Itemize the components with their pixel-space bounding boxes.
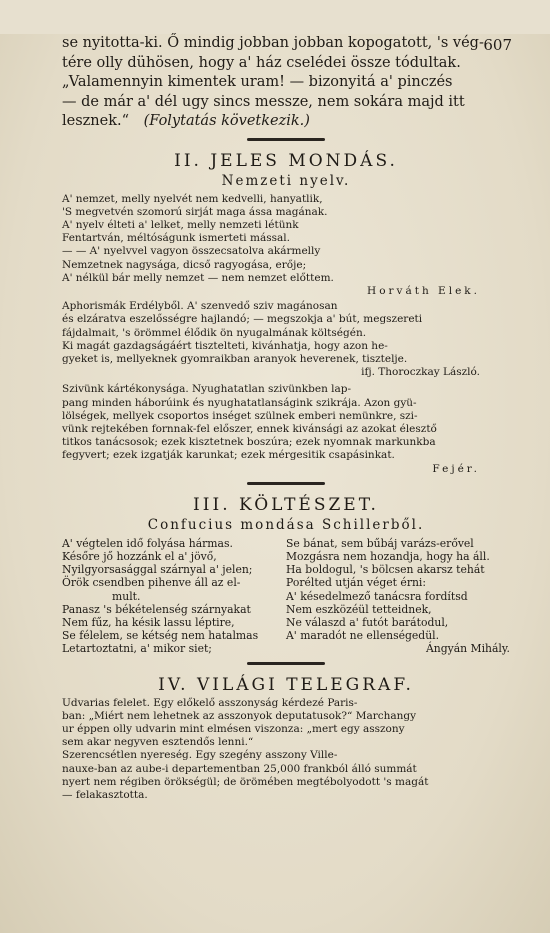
telegraf-block xyxy=(62,697,510,803)
intro-line: tére olly dühösen, hogy a' ház cselédei össze tódultak. xyxy=(62,54,461,71)
intro-paragraph xyxy=(62,34,510,132)
poem-right-line: Se bánat, sem bűbáj varázs-erővel xyxy=(286,536,474,550)
text-line: Szivünk kártékonysága. Nyughatatlan szivünkben lap- xyxy=(62,383,352,396)
poem-row xyxy=(62,590,510,603)
poem-row xyxy=(62,576,510,589)
poem-row xyxy=(62,629,510,642)
text-line: és elzáratva eszelősségre hajlandó; — megszokja a' bút, megszereti xyxy=(62,313,423,326)
text-line: Ki magát gazdagságáért tisztelteti, kivánhatja, hogy azon he- xyxy=(62,339,388,352)
poem-right-line: A' késedelmező tanácsra fordítsd xyxy=(286,589,468,603)
page-number: 607 xyxy=(483,36,512,54)
author-signature: Fejér. xyxy=(432,462,480,475)
poem-right-line: Nem eszközéül tetteidnek, xyxy=(286,602,432,616)
text-line: sem akar negyven esztendős lenni.“ xyxy=(62,736,254,749)
poem-author: Ángyán Mihály. xyxy=(425,642,510,656)
intro-line-last xyxy=(62,112,510,132)
text-line: Szerencsétlen nyereség. Egy szegény asszony Ville- xyxy=(62,749,338,762)
text-line: fájdalmait, 's örömmel élődik ön nyugalmának költségén. xyxy=(62,326,367,339)
text-line: lölségek, mellyek csoportos inséget szülnek emberi nemünkre, szi- xyxy=(62,409,418,422)
poem-row xyxy=(62,642,510,655)
section-subtitle: Confucius mondása Schillerből. xyxy=(147,516,425,533)
text-line: pang minden háborúink és nyughatatlanságink szikrája. Azon gyü- xyxy=(62,396,417,409)
intro-line: „Valamennyin kimentek uram! — bizonyitá a' pinczés xyxy=(62,74,453,90)
text-line: vünk rejtekében fornnak-fel előszer, ennek kivánsági az azokat élesztő xyxy=(62,422,437,435)
szivunk-block xyxy=(62,383,510,475)
text-line: ban: „Miért nem lehetnek az asszonyok deputatusok?“ Marchangy xyxy=(62,709,417,722)
text-line: Aphorismák Erdélyből. A' szenvedő sziv magánosan xyxy=(62,300,338,313)
intro-line: se nyitotta-ki. Ő mindig jobban jobban kopogatott, 's vég- xyxy=(62,35,484,51)
poem-left-line: Örök csendben pihenve áll az el- xyxy=(62,576,241,590)
poem-left-line: Nyilgyorsasággal szárnyal a' jelen; xyxy=(62,563,253,577)
intro-line: lesznek.“ xyxy=(62,113,130,129)
section-subtitle: Nemzeti nyelv. xyxy=(221,172,351,189)
section-divider xyxy=(247,662,325,665)
verse-line: 'S megvetvén szomorú sirját maga ássa magának. xyxy=(62,205,328,218)
poem-right-line: Porélted utján véget érni: xyxy=(286,576,427,590)
text-line: titkos tanácsosok; ezek kisztetnek boszúra; ezek nyomnak markunkba xyxy=(62,436,436,449)
poem-left-line: Nem fűz, ha késik lassu léptire, xyxy=(62,615,235,629)
continued-note: (Folytatás következik.) xyxy=(143,113,310,129)
aphorisms-block xyxy=(62,300,510,379)
verse-line: A' nemzet, melly nyelvét nem kedvelli, hanyatlik, xyxy=(62,192,323,205)
intro-line: — de már a' dél ugy sincs messze, nem sokára majd itt xyxy=(62,93,465,110)
text-line: gyeket is, mellyeknek gyomraikban aranyok heverenek, tisztelje. xyxy=(62,352,408,365)
verse-line: Fentartván, méltóságunk ismerteti mással. xyxy=(62,232,290,245)
author-signature: ifj. Thoroczkay László. xyxy=(361,366,480,379)
section-divider xyxy=(247,482,325,485)
poem-right-line: Ne válaszd a' futót barátodul, xyxy=(286,615,449,629)
text-line: fegyvert; ezek izgatják karunkat; ezek mérgesitik csapásinkat. xyxy=(62,449,395,462)
poem-right-line: Mozgásra nem hozandja, hogy ha áll. xyxy=(286,549,490,563)
poem-row xyxy=(62,537,510,550)
poem-row xyxy=(62,603,510,616)
poem-left-line: Későre jő hozzánk el a' jövő, xyxy=(62,549,217,563)
poem-left-line: A' végtelen idő folyása hármas. xyxy=(62,536,233,550)
poem-right-line: A' maradót ne ellenségedül. xyxy=(286,629,440,643)
verse-line: — — A' nyelvvel vagyon összecsatolva akármelly xyxy=(62,245,321,258)
text-line: — felakasztotta. xyxy=(62,789,148,802)
text-line: ur éppen olly udvarin mint elmésen viszonza: „mert egy asszony xyxy=(62,723,405,735)
text-line: Udvarias felelet. Egy előkelő asszonyság kérdezé Paris- xyxy=(62,696,358,709)
poem-left-line: Panasz 's békételenség szárnyakat xyxy=(62,602,251,616)
verse-line: A' nélkül bár melly nemzet — nem nemzet előttem. xyxy=(62,271,334,284)
poem-row xyxy=(62,563,510,576)
verse-line: A' nyelv élteti a' lelket, melly nemzeti létünk xyxy=(62,218,299,231)
section-divider xyxy=(247,138,325,141)
poem-right-line: Ha boldogul, 's bölcsen akarsz tehát xyxy=(286,563,485,577)
poem-row xyxy=(62,550,510,563)
poem-left-line: mult. xyxy=(112,589,141,603)
verse-block xyxy=(62,193,510,299)
verse-line: Nemzetnek nagysága, dicső ragyogása, erője; xyxy=(62,258,307,271)
text-line: nauxe-ban az aube-i departementban 25,000 frankból álló summát xyxy=(62,762,417,775)
poem-left-line: Letartoztatni, a' mikor siet; xyxy=(62,642,212,656)
text-line: nyert nem régiben örökségül; de örömében megtébolyodott 's magát xyxy=(62,775,429,788)
poem-row xyxy=(62,616,510,629)
poem-left-line: Se félelem, se kétség nem hatalmas xyxy=(62,629,259,643)
section-title: III. KÖLTÉSZET. xyxy=(193,494,379,515)
poem-table xyxy=(62,537,510,656)
section-title: II. JELES MONDÁS. xyxy=(174,150,398,171)
author-signature: Horváth Elek. xyxy=(367,284,480,297)
document-page xyxy=(0,34,550,933)
section-title: IV. VILÁGI TELEGRAF. xyxy=(158,674,414,695)
